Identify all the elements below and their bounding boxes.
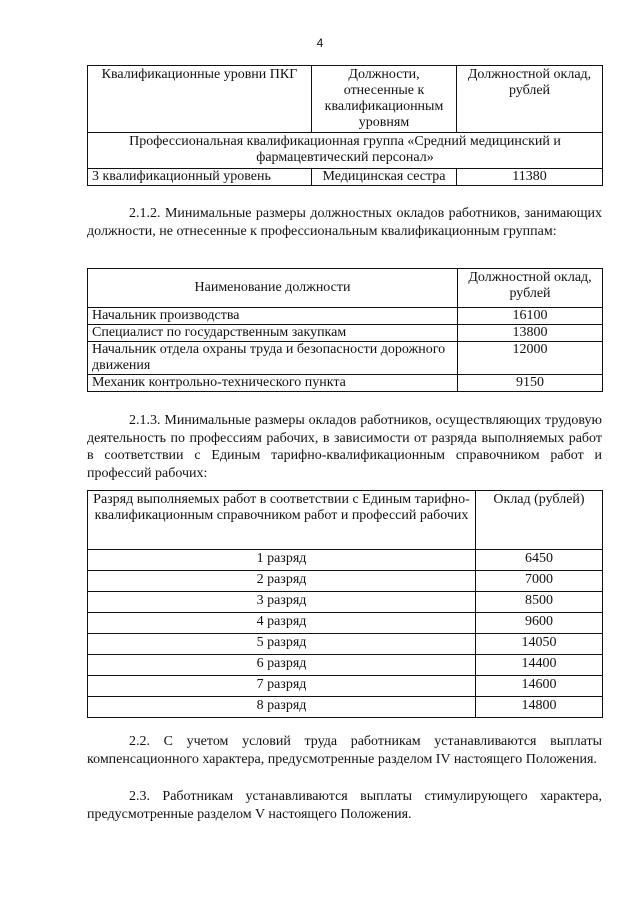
cell-position: Медицинская сестра (312, 169, 457, 186)
paragraph-2-1-2: 2.1.2. Минимальные размеры должностных окладов работников, занимающих должности, не отнесенные к профессиональным квалификационным группам: (87, 206, 602, 239)
cell-level: 3 квалификационный уровень (88, 169, 312, 186)
table-header-row (88, 491, 603, 550)
cell-salary: 14400 (476, 655, 603, 676)
cell-grade: 8 разряд (88, 697, 476, 718)
header-position-name: Наименование должности (88, 269, 458, 308)
cell-grade: 2 разряд (88, 571, 476, 592)
header-salary: Оклад (рублей) (476, 491, 603, 550)
table-row (88, 375, 603, 392)
cell-position-name: Механик контрольно-технического пункта (88, 375, 458, 392)
paragraph-2-1-3: 2.1.3. Минимальные размеры окладов работников, осуществляющих трудовую деятельность по профессиям рабочих, в зависимости от разряда выполняемых работ в соответствии с Единым тарифно-квалификационным справочником работ и профессий рабочих: (87, 413, 602, 481)
table-row (88, 592, 603, 613)
cell-salary: 6450 (476, 550, 603, 571)
cell-salary: 8500 (476, 592, 603, 613)
worker-grades-table (87, 490, 603, 718)
header-salary: Должностной оклад, рублей (457, 66, 603, 133)
cell-salary: 14800 (476, 697, 603, 718)
table-row (88, 308, 603, 325)
page-number: 4 (316, 36, 324, 50)
table-row (88, 325, 603, 342)
table-group-row (88, 133, 603, 169)
cell-position-name: Начальник отдела охраны труда и безопасности дорожного движения (88, 342, 458, 375)
cell-salary: 12000 (458, 342, 603, 375)
header-positions: Должности, отнесенные к квалификационным уровням (312, 66, 457, 133)
cell-salary: 14050 (476, 634, 603, 655)
table-header-row (88, 269, 603, 308)
cell-position-name: Начальник производства (88, 308, 458, 325)
pkg-salary-table (87, 65, 603, 186)
cell-salary: 13800 (458, 325, 603, 342)
cell-grade: 7 разряд (88, 676, 476, 697)
cell-grade: 6 разряд (88, 655, 476, 676)
positions-salary-table (87, 268, 603, 392)
paragraph-2-2: 2.2. С учетом условий труда работникам устанавливаются выплаты компенсационного характера, предусмотренные разделом IV настоящего Положения. (87, 734, 602, 767)
cell-grade: 1 разряд (88, 550, 476, 571)
table-row (88, 169, 603, 186)
table-row (88, 550, 603, 571)
paragraph-2-3: 2.3. Работникам устанавливаются выплаты стимулирующего характера, предусмотренные разделом V настоящего Положения. (87, 789, 602, 822)
cell-salary: 14600 (476, 676, 603, 697)
table-row (88, 697, 603, 718)
table-row (88, 613, 603, 634)
header-grade: Разряд выполняемых работ в соответствии с Единым тарифно-квалификационным справочником работ и профессий рабочих (88, 491, 476, 550)
cell-position-name: Специалист по государственным закупкам (88, 325, 458, 342)
cell-salary: 9150 (458, 375, 603, 392)
cell-salary: 9600 (476, 613, 603, 634)
cell-grade: 5 разряд (88, 634, 476, 655)
cell-salary: 16100 (458, 308, 603, 325)
cell-salary: 11380 (457, 169, 603, 186)
cell-salary: 7000 (476, 571, 603, 592)
table-row (88, 634, 603, 655)
group-title: Профессиональная квалификационная группа «Средний медицинский и фармацевтический персонал» (88, 133, 603, 169)
cell-grade: 4 разряд (88, 613, 476, 634)
table-row (88, 571, 603, 592)
cell-grade: 3 разряд (88, 592, 476, 613)
table-row (88, 342, 603, 375)
table-row (88, 655, 603, 676)
header-salary: Должностной оклад, рублей (458, 269, 603, 308)
header-qualification-levels: Квалификационные уровни ПКГ (88, 66, 312, 133)
table-row (88, 676, 603, 697)
table-header-row (88, 66, 603, 133)
